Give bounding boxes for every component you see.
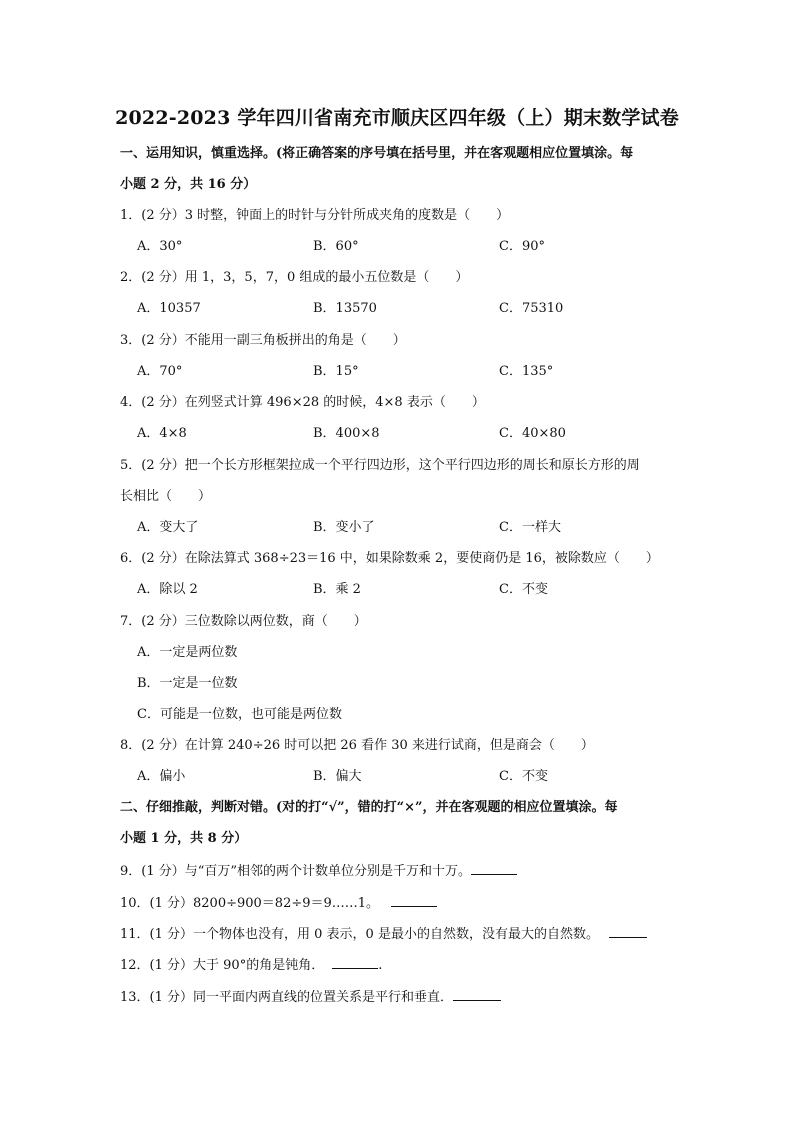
judgement-9 <box>120 862 517 880</box>
question-7-option-a: A．一定是两位数 <box>137 645 238 660</box>
question-8-option-a: A．偏小 <box>137 769 186 784</box>
section2-heading-line2: 小题 1 分，共 8 分） <box>120 831 248 846</box>
question-2-option-c: C．75310 <box>499 301 564 316</box>
question-5: 5．(2 分）把一个长方形框架拉成一个平行四边形，这个平行四边形的周长和原长方形的周 <box>120 458 640 473</box>
question-3-option-b: B．15° <box>313 364 359 379</box>
section1-heading-line2: 小题 2 分，共 16 分） <box>120 177 257 192</box>
judgement-12-suffix: . <box>378 958 383 973</box>
question-3-option-a: A．70° <box>137 364 183 379</box>
question-4-option-c: C．40×80 <box>499 426 566 441</box>
answer-blank[interactable] <box>471 862 517 875</box>
question-3-option-c: C．135° <box>499 364 554 379</box>
judgement-13-text: 13．(1 分）同一平面内两直线的位置关系是平行和垂直． <box>120 990 454 1005</box>
answer-blank[interactable] <box>332 956 378 969</box>
question-6: 6．(2 分）在除法算式 368÷23＝16 中，如果除数乘 2，要使商仍是 16，被除数应（ ） <box>120 551 659 566</box>
question-2: 2．(2 分）用 1，3，5，7，0 组成的最小五位数是（ ） <box>120 270 469 285</box>
judgement-11-text: 11．(1 分）一个物体也没有，用 0 表示，0 是最小的自然数，没有最大的自然数。 <box>120 927 599 942</box>
question-6-option-b: B．乘 2 <box>313 582 361 597</box>
question-5-option-a: A．变大了 <box>137 520 199 535</box>
question-6-option-a: A．除以 2 <box>137 582 198 597</box>
question-8-option-c: C．不变 <box>499 769 548 784</box>
question-4-option-a: A．4×8 <box>137 426 187 441</box>
judgement-10 <box>120 894 437 912</box>
question-1: 1．(2 分）3 时整，钟面上的时针与分针所成夹角的度数是（ ） <box>120 208 510 223</box>
question-5-option-c: C．一样大 <box>499 520 561 535</box>
question-4-option-b: B．400×8 <box>313 426 380 441</box>
question-3: 3．(2 分）不能用一副三角板拼出的角是（ ） <box>120 333 406 348</box>
question-1-option-a: A．30° <box>137 239 183 254</box>
question-2-option-a: A．10357 <box>137 301 201 316</box>
question-8: 8．(2 分）在计算 240÷26 时可以把 26 看作 30 来进行试商，但是商会（ ） <box>120 738 594 753</box>
question-5-option-b: B．变小了 <box>313 520 375 535</box>
judgement-13 <box>120 988 501 1006</box>
judgement-12-text: 12．(1 分）大于 90°的角是钝角． <box>120 958 325 973</box>
question-4: 4．(2 分）在列竖式计算 496×28 的时候，4×8 表示（ ） <box>120 395 485 410</box>
question-1-option-b: B．60° <box>313 239 359 254</box>
judgement-12 <box>120 956 382 974</box>
judgement-9-text: 9．(1 分）与“百万”相邻的两个计数单位分别是千万和十万。 <box>120 864 472 879</box>
question-7-option-c: C．可能是一位数，也可能是两位数 <box>137 707 342 722</box>
section2-heading-line1: 二、仔细推敲，判断对错。(对的打“√”，错的打“×”，并在客观题的相应位置填涂。每 <box>120 800 618 815</box>
question-5-continued: 长相比（ ） <box>120 489 212 504</box>
question-8-option-b: B．偏大 <box>313 769 362 784</box>
answer-blank[interactable] <box>453 988 501 1001</box>
section1-heading-line1: 一、运用知识，慎重选择。(将正确答案的序号填在括号里，并在客观题相应位置填涂。每 <box>120 146 634 161</box>
question-2-option-b: B．13570 <box>313 301 377 316</box>
judgement-11 <box>120 925 647 943</box>
question-1-option-c: C．90° <box>499 239 545 254</box>
judgement-10-text: 10．(1 分）8200÷900＝82÷9＝9……1。 <box>120 896 380 911</box>
question-7-option-b: B．一定是一位数 <box>137 676 238 691</box>
page-title: 2022-2023 学年四川省南充市顺庆区四年级（上）期末数学试卷 <box>115 107 679 129</box>
answer-blank[interactable] <box>391 894 437 907</box>
question-6-option-c: C．不变 <box>499 582 548 597</box>
question-7: 7．(2 分）三位数除以两位数，商（ ） <box>120 614 367 629</box>
answer-blank[interactable] <box>609 925 647 938</box>
